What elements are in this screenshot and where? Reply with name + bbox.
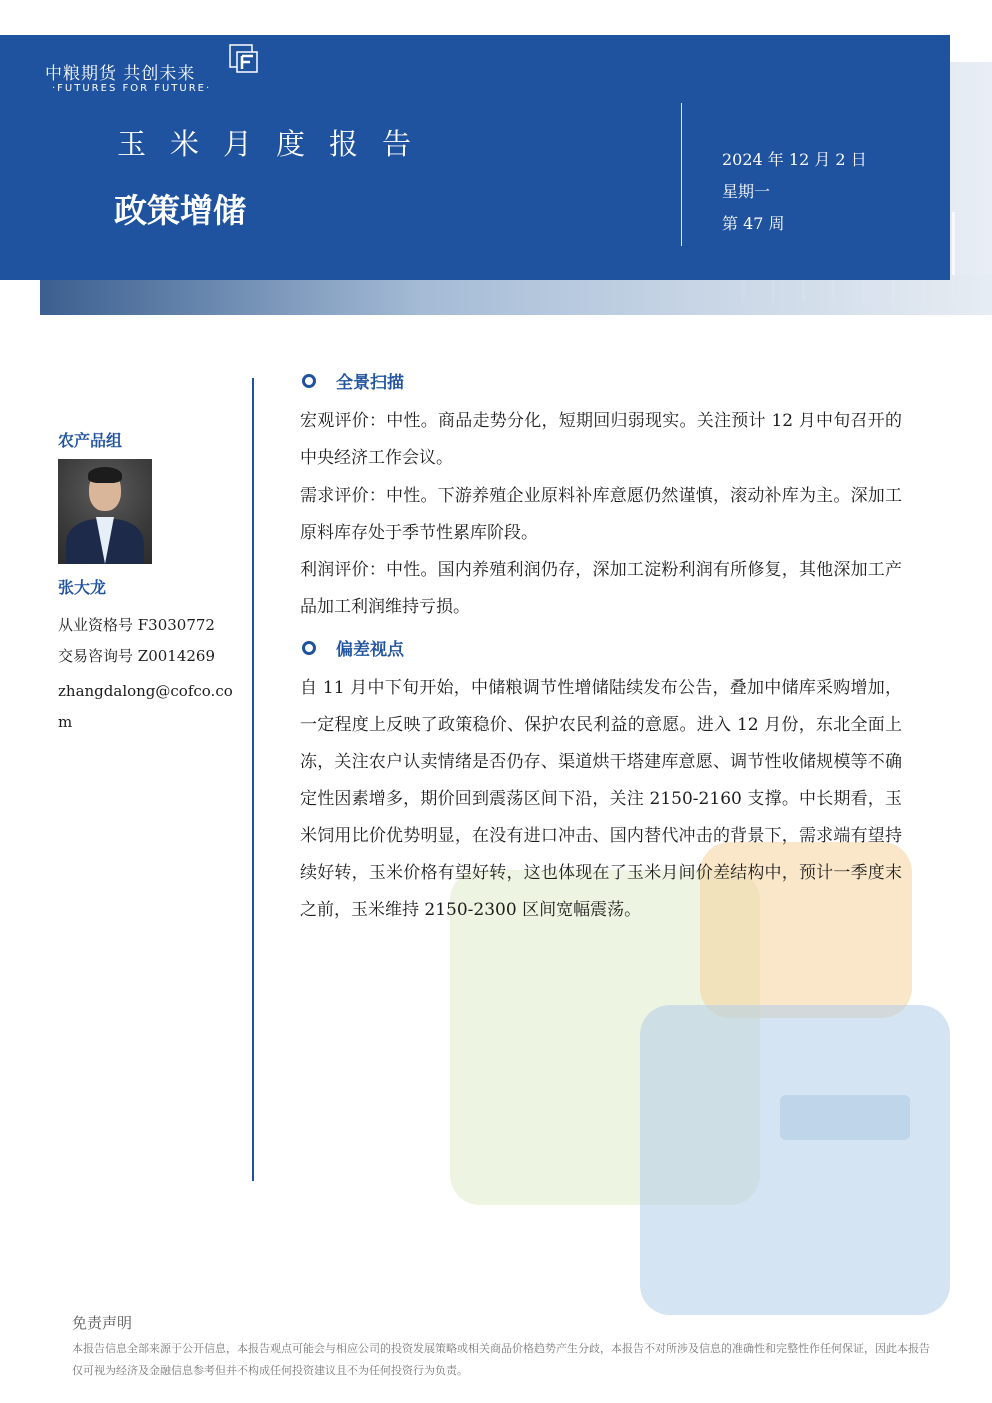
company-slogan: ·FUTURES FOR FUTURE· xyxy=(52,83,212,94)
profit-assessment: 利润评价：中性。国内养殖利润仍存，深加工淀粉利润有所修复，其他深加工产品加工利润维持亏损。 xyxy=(300,560,902,617)
disclaimer-title: 免责声明 xyxy=(72,1314,133,1332)
report-date: 2024 年 12 月 2 日 xyxy=(722,150,867,169)
report-title: 玉米月度报告 xyxy=(117,127,436,161)
date-block xyxy=(722,144,867,240)
macro-assessment: 宏观评价：中性。商品走势分化，短期回归弱现实。关注预计 12 月中旬召开的中央经济工作会议。 xyxy=(300,411,902,468)
section-title: 全景扫描 xyxy=(336,373,404,393)
company-logo-icon xyxy=(229,44,259,74)
sidebar-divider xyxy=(252,378,254,1181)
bullet-circle-icon xyxy=(302,374,316,388)
section-overview-heading xyxy=(302,368,404,393)
analyst-consulting-number: 交易咨询号 Z0014269 xyxy=(58,647,215,665)
section-deviation-heading xyxy=(302,635,404,660)
bullet-circle-icon xyxy=(302,641,316,655)
decor-inner-rect xyxy=(780,1095,910,1140)
decor-square-blue xyxy=(640,1005,950,1315)
analyst-group: 农产品组 xyxy=(58,431,123,450)
analyst-name: 张大龙 xyxy=(58,578,107,597)
disclaimer-text: 本报告信息全部来源于公开信息，本报告观点可能会与相应公司的投资发展策略或相关商品价格趋势产生分歧，本报告不对所涉及信息的准确性和完整性作任何保证，因此本报告仅可视为经济及金融信息参考但并不构成任何投资建议且不为任何投资行为负责。 xyxy=(72,1342,930,1377)
analyst-email[interactable]: zhangdalong@cofco.com xyxy=(58,682,233,731)
analyst-avatar xyxy=(58,459,152,564)
report-weekday: 星期一 xyxy=(722,182,771,201)
company-logo-text: 中粮期货 共创未来 xyxy=(45,64,196,84)
analyst-qualification: 从业资格号 F3030772 xyxy=(58,616,215,634)
report-subtitle: 政策增储 xyxy=(114,191,246,230)
report-week: 第 47 周 xyxy=(722,214,785,233)
section-title: 偏差视点 xyxy=(336,640,404,660)
header-divider xyxy=(681,103,682,246)
demand-assessment: 需求评价：中性。下游养殖企业原料补库意愿仍然谨慎，滚动补库为主。深加工原料库存处于季节性累库阶段。 xyxy=(300,486,902,543)
deviation-body: 自 11 月中下旬开始，中储粮调节性增储陆续发布公告，叠加中储库采购增加，一定程度上反映了政策稳价、保护农民利益的意愿。进入 12 月份，东北全面上冻，关注农户认卖情绪是否仍存、渠道烘干塔建库意愿、调节性收储规模等不确定性因素增多，期价回到震荡区间下沿，关注 2150-2160 支撑。中长期看，玉米饲用比价优势明显，在没有进口冲击、国内替代冲击的背景下，需求端有望持续好转，玉米价格有望好转，这也体现在了玉米月间价差结构中，预计一季度末之前，玉米维持 2150-2300 区间宽幅震荡。 xyxy=(300,678,902,920)
